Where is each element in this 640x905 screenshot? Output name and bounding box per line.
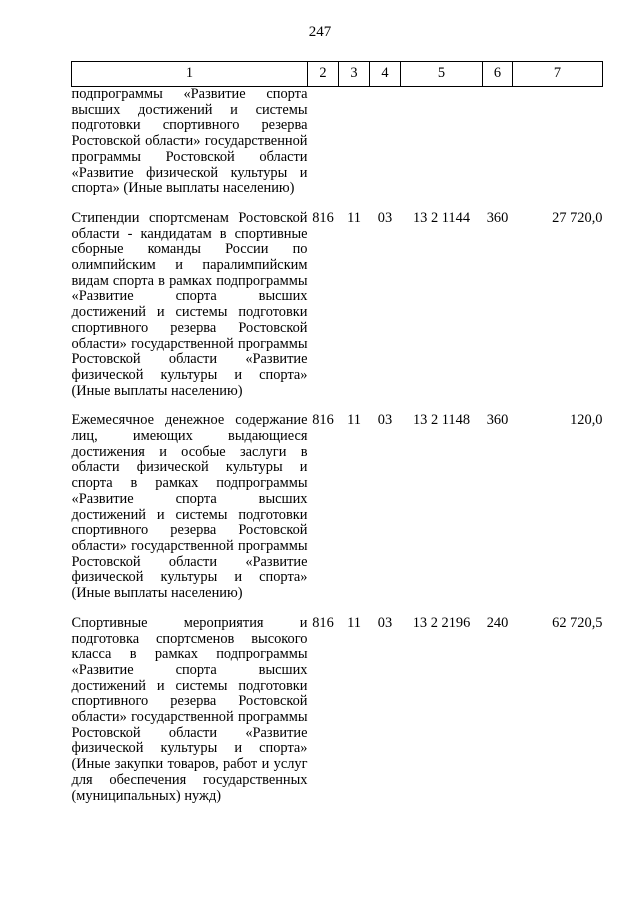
row-section: 11	[347, 614, 361, 631]
row-amount	[513, 87, 603, 211]
row-subsection	[370, 87, 401, 211]
table-row	[72, 413, 603, 615]
row-description: Спортивные мероприятия и подготовка спортсменов высокого класса в рамках подпрограммы «Развитие спорта высших достижений и системы подготовки спортивного резерва Ростовской области» государственной программы Ростовской области «Развитие физической культуры и спорта» (Иные закупки товаров, работ и услуг для обеспечения государственных (муниципальных) нужд)	[71, 614, 308, 804]
row-target: 13 2 1144	[412, 209, 471, 226]
row-section: 11	[347, 209, 361, 226]
row-expense-type: 240	[486, 614, 509, 631]
row-expense-type: 360	[486, 412, 509, 429]
row-section: 11	[347, 412, 361, 429]
row-description: Ежемесячное денежное содержание лиц, имеющих выдающиеся достижения и особые заслуги в области физической культуры и спорта в рамках подпрограммы «Развитие спорта высших достижений и системы подготовки спортивного резерва Ростовской области» государственной программы Ростовской области «Развитие физической культуры и спорта» (Иные выплаты населению)	[71, 412, 308, 602]
page-number: 247	[308, 24, 332, 40]
row-subsection: 03	[377, 209, 393, 226]
row-amount: 120,0	[570, 412, 603, 429]
row-target: 13 2 1148	[412, 412, 471, 429]
row-description: Стипендии спортсменам Ростовской области - кандидатам в спортивные сборные команды России по олимпийским и паралимпийским видам спорта в рамках подпрограммы «Развитие спорта высших достижений и системы подготовки спортивного резерва Ростовской области» государственной программы Ростовской области «Развитие физической культуры и спорта» (Иные выплаты населению)	[71, 209, 308, 399]
row-ministry: 816	[312, 614, 334, 631]
row-amount: 62 720,5	[552, 614, 603, 631]
row-description: подпрограммы «Развитие спорта высших достижений и системы подготовки спортивного резерва Ростовской области» государственной программы Ростовской области «Развитие физической культуры и спорта» (Иные выплаты населению)	[71, 86, 308, 197]
column-header: 4	[370, 62, 401, 87]
row-target	[401, 87, 483, 211]
table-row	[72, 616, 603, 818]
row-expense-type: 360	[486, 209, 509, 226]
column-header: 3	[339, 62, 370, 87]
column-header: 7	[513, 62, 603, 87]
row-subsection: 03	[377, 412, 393, 429]
row-expense-type	[483, 87, 513, 211]
row-ministry: 816	[312, 209, 334, 226]
row-ministry: 816	[312, 412, 334, 429]
column-header: 6	[483, 62, 513, 87]
row-target: 13 2 2196	[412, 614, 471, 631]
row-section	[339, 87, 370, 211]
budget-table	[71, 61, 603, 818]
table-row	[72, 87, 603, 211]
row-subsection: 03	[377, 614, 393, 631]
column-header: 2	[308, 62, 339, 87]
column-header: 1	[72, 62, 308, 87]
table-row	[72, 211, 603, 413]
column-header: 5	[401, 62, 483, 87]
row-ministry	[308, 87, 339, 211]
table-header-row	[72, 62, 603, 87]
row-amount: 27 720,0	[552, 209, 603, 226]
